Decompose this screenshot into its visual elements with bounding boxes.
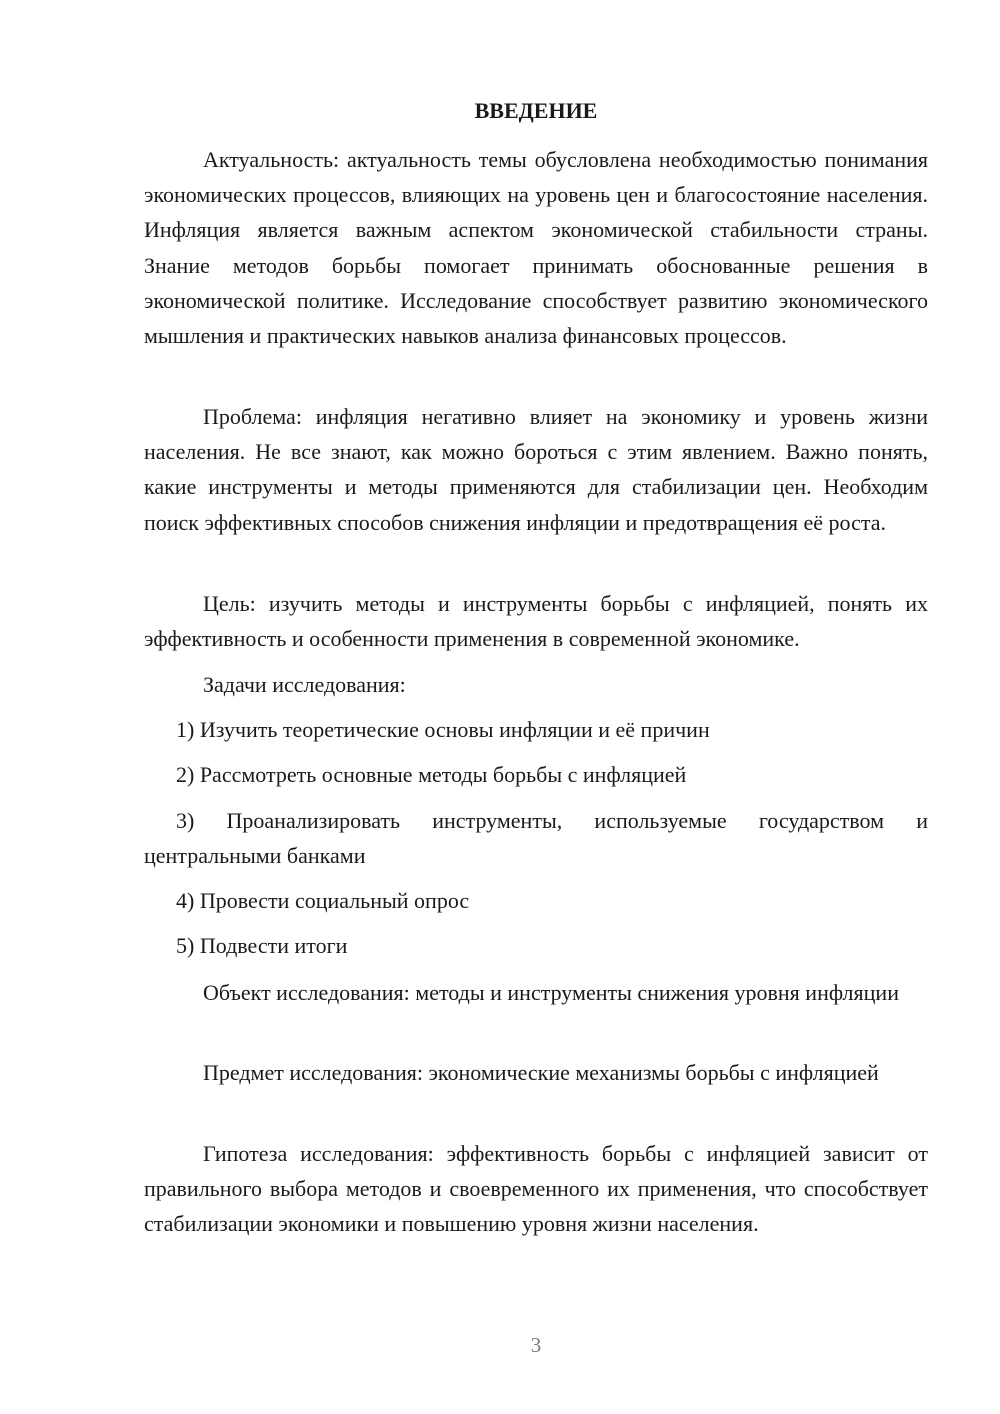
paragraph-object: Объект исследования: методы и инструменты снижения уровня инфляции	[203, 980, 899, 1005]
list-item: 1) Изучить теоретические основы инфляции и её причин	[176, 717, 710, 742]
tasks-title: Задачи исследования:	[203, 672, 406, 697]
list-item: 5) Подвести итоги	[176, 933, 348, 958]
page-number: 3	[530, 1333, 542, 1357]
paragraph-relevance: Актуальность: актуальность темы обусловлена необходимостью понимания экономических процессов, влияющих на уровень цен и благосостояние населения. Инфляция является важным аспектом экономической стабильности страны. Знание методов борьбы помогает принимать обоснованные решения в экономической политике. Исследование способствует развитию экономического мышления и практических навыков анализа финансовых процессов.	[144, 147, 928, 349]
section-heading: ВВЕДЕНИЕ	[474, 98, 598, 123]
list-item: 2) Рассмотреть основные методы борьбы с инфляцией	[176, 762, 687, 787]
paragraph-subject: Предмет исследования: экономические механизмы борьбы с инфляцией	[203, 1060, 879, 1085]
paragraph-problem: Проблема: инфляция негативно влияет на экономику и уровень жизни населения. Не все знают, как можно бороться с этим явлением. Важно понять, какие инструменты и методы применяются для стабилизации цен. Необходим поиск эффективных способов снижения инфляции и предотвращения её роста.	[144, 404, 928, 535]
paragraph-goal: Цель: изучить методы и инструменты борьбы с инфляцией, понять их эффективность и особенности применения в современной экономике.	[144, 591, 928, 652]
list-item: 4) Провести социальный опрос	[176, 888, 470, 913]
list-item: 3) Проанализировать инструменты, используемые государством и центральными банками	[144, 808, 928, 869]
paragraph-hypothesis: Гипотеза исследования: эффективность борьбы с инфляцией зависит от правильного выбора методов и своевременного их применения, что способствует стабилизации экономики и повышению уровня жизни населения.	[144, 1141, 928, 1237]
